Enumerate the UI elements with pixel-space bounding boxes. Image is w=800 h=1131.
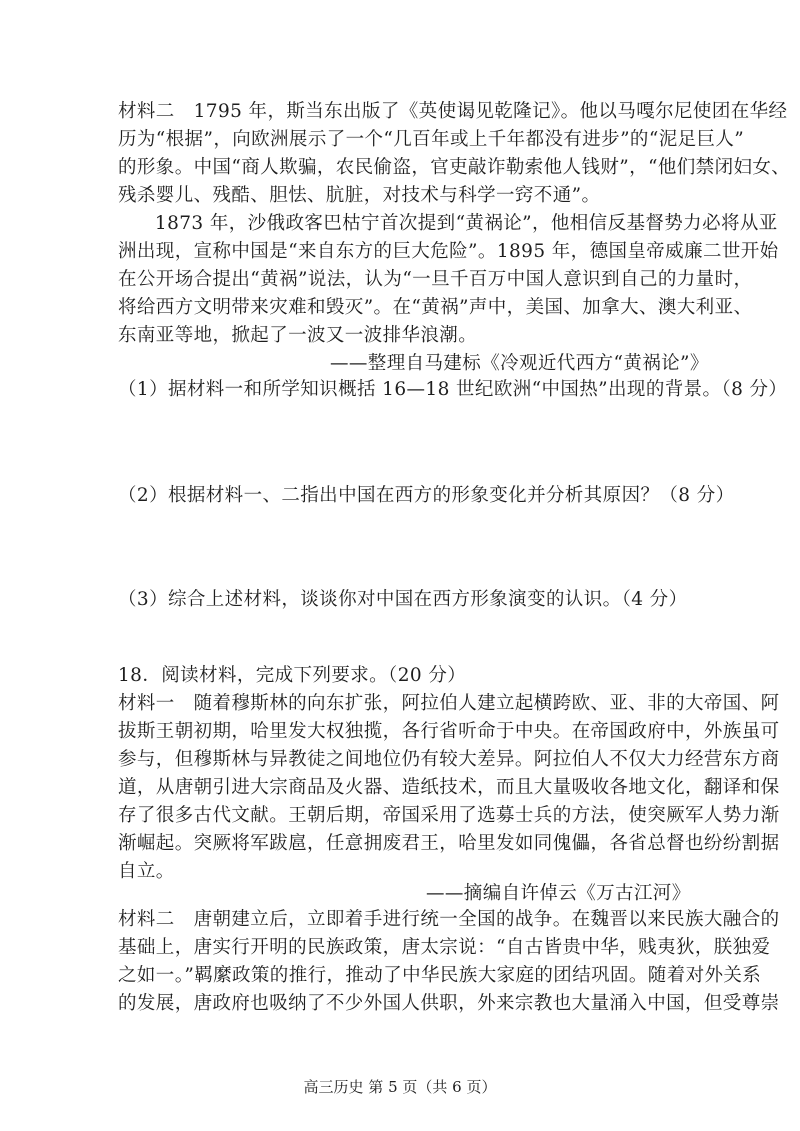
passage-line: 之如一。”羁縻政策的推行，推动了中华民族大家庭的团结巩固。随着对外关系 — [118, 965, 762, 986]
passage-line: 材料一 随着穆斯林的向东扩张，阿拉伯人建立起横跨欧、亚、非的大帝国、阿 — [118, 693, 780, 714]
passage-line: 材料二 1795 年，斯当东出版了《英使谒见乾隆记》。他以马嘎尔尼使团在华经 — [118, 101, 788, 122]
passage-line: 自立。 — [118, 861, 175, 882]
passage-line: 存了很多古代文献。王朝后期，帝国采用了选募士兵的方法，使突厥军人势力渐 — [118, 805, 780, 826]
question-3: （3）综合上述材料，谈谈你对中国在西方形象演变的认识。（4 分） — [118, 589, 688, 610]
question-2: （2）根据材料一、二指出中国在西方的形象变化并分析其原因？（8 分） — [118, 485, 735, 506]
passage-line: 的形象。中国“商人欺骗，农民偷盗，官吏敲诈勒索他人钱财”，“他们禁闭妇女、 — [118, 157, 791, 178]
passage-line: 参与，但穆斯林与异教徒之间地位仍有较大差异。阿拉伯人不仅大力经营东方商 — [118, 749, 780, 770]
passage-line: 渐崛起。突厥将军跋扈，任意拥废君王，哈里发如同傀儡，各省总督也纷纷割据 — [118, 833, 780, 854]
passage-line: 道，从唐朝引进大宗商品及火器、造纸技术，而且大量吸收各地文化，翻译和保 — [118, 777, 780, 798]
question-1: （1）据材料一和所学知识概括 16—18 世纪欧洲“中国热”出现的背景。（8 分） — [118, 379, 788, 400]
source-citation: ——摘编自许倬云《万古江河》 — [426, 883, 691, 904]
passage-line: 残杀婴儿、残酷、胆怯、肮脏，对技术与科学一窍不通”。 — [118, 185, 601, 206]
passage-line: 历为“根据”，向欧洲展示了一个“几百年或上千年都没有进步”的“泥足巨人” — [118, 129, 745, 150]
page-footer: 高三历史 第 5 页（共 6 页） — [303, 1078, 497, 1096]
passage-line: 1873 年，沙俄政客巴枯宁首次提到“黄祸论”，他相信反基督势力必将从亚 — [136, 213, 778, 234]
passage-line: 基础上，唐实行开明的民族政策，唐太宗说：“自古皆贵中华，贱夷狄，朕独爱 — [118, 937, 771, 958]
passage-line: 的发展，唐政府也吸纳了不少外国人供职，外来宗教也大量涌入中国，但受尊崇 — [118, 993, 780, 1014]
passage-line: 洲出现，宣称中国是“来自东方的巨大危险”。1895 年，德国皇帝威廉二世开始 — [118, 241, 779, 262]
passage-line: 拔斯王朝初期，哈里发大权独揽，各行省听命于中央。在帝国政府中，外族虽可 — [118, 721, 780, 742]
passage-line: 在公开场合提出“黄祸”说法，认为“一旦千百万中国人意识到自己的力量时， — [118, 269, 753, 290]
question-18-heading: 18．阅读材料，完成下列要求。（20 分） — [118, 665, 467, 686]
passage-line: 东南亚等地，掀起了一波又一波排华浪潮。 — [118, 325, 478, 346]
passage-line: 将给西方文明带来灾难和毁灭”。在“黄祸”声中，美国、加拿大、澳大利亚、 — [118, 297, 753, 318]
passage-line: 材料二 唐朝建立后，立即着手进行统一全国的战争。在魏晋以来民族大融合的 — [118, 909, 780, 930]
source-citation: ——整理自马建标《冷观近代西方“黄祸论”》 — [330, 353, 709, 374]
